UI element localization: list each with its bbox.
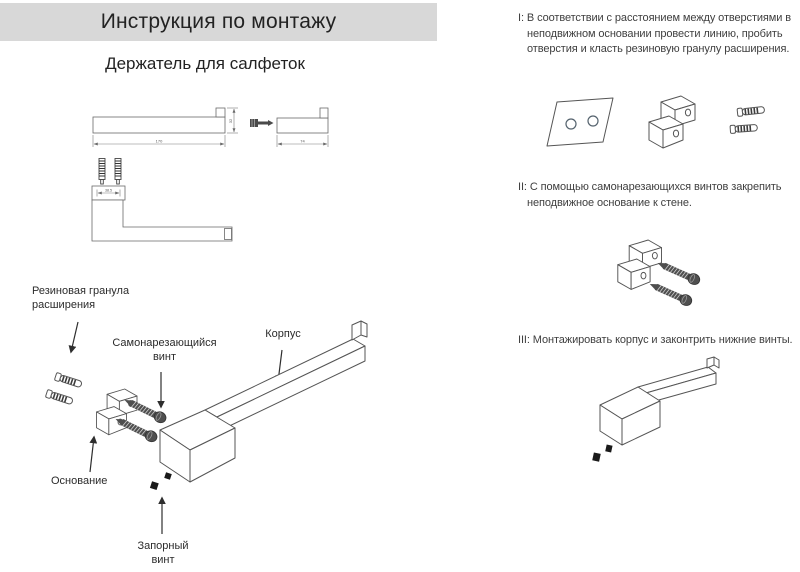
side-view <box>250 108 328 147</box>
self-tapping-screw-icon <box>648 279 694 307</box>
title-bar <box>0 3 437 41</box>
step-2-instruction <box>518 180 800 211</box>
lock-screw-icon <box>164 472 172 480</box>
exploded-view-drawing <box>15 282 385 572</box>
step-1-text: В соответствии с расстоянием между отверстиями в неподвижном основании провести линию, пробить отверстия и класть резиновую гранулу расширения. <box>526 12 791 55</box>
page-title: Инструкция по монтажу <box>100 10 337 33</box>
base-block <box>649 96 695 148</box>
dimension-hole-spacing: 38.5 <box>105 188 112 193</box>
self-tapping-screw-icon <box>656 258 702 286</box>
wall-anchor-icon <box>730 124 757 134</box>
wall-anchor-icon <box>45 389 73 405</box>
step-3-numeral: III: <box>518 334 530 346</box>
label-lock-screw: Запорный винт <box>137 540 189 566</box>
leader-base <box>90 437 94 472</box>
label-self-tapping-screw: Самонарезающийся винт <box>112 337 217 363</box>
technical-drawing <box>80 100 340 255</box>
stud-icon <box>99 159 105 185</box>
label-rubber-plug: Резиновая гранула расширения <box>32 285 130 311</box>
lock-screw-icon <box>592 452 601 461</box>
wall-plate <box>547 98 613 146</box>
step-1-numeral: I: <box>518 12 524 24</box>
step-2-text: С помощью самонарезающихся винтов закрепить неподвижное основание к стене. <box>527 181 782 209</box>
dimension-height: 32 <box>228 118 234 124</box>
leader-rubber-plug <box>71 322 78 352</box>
step-3-text: Монтажировать корпус и законтрить нижние винты. <box>532 334 793 346</box>
lock-screw-icon <box>150 481 159 490</box>
base-block <box>618 240 662 289</box>
step-2-illustration <box>600 228 780 323</box>
lock-screw-icon <box>605 444 612 452</box>
stud-icon <box>115 159 121 185</box>
label-body: Корпус <box>265 328 301 340</box>
wall-anchor-icon <box>54 372 82 388</box>
page-subtitle: Держатель для салфеток <box>105 54 305 73</box>
dimension-depth: 74 <box>300 138 305 144</box>
front-view <box>93 108 238 147</box>
wall-anchor-icon <box>737 106 765 117</box>
step-1-instruction <box>518 11 800 58</box>
profile-view <box>92 159 232 242</box>
step-1-illustration <box>525 88 790 178</box>
side-screw-icon <box>250 119 274 127</box>
dimension-length: 170 <box>155 138 163 144</box>
step-3-instruction <box>518 333 800 349</box>
step-3-illustration <box>580 357 795 482</box>
label-base: Основание <box>51 475 108 487</box>
step-2-numeral: II: <box>518 181 527 193</box>
assembled-holder <box>600 357 719 445</box>
exploded-view <box>15 282 385 572</box>
